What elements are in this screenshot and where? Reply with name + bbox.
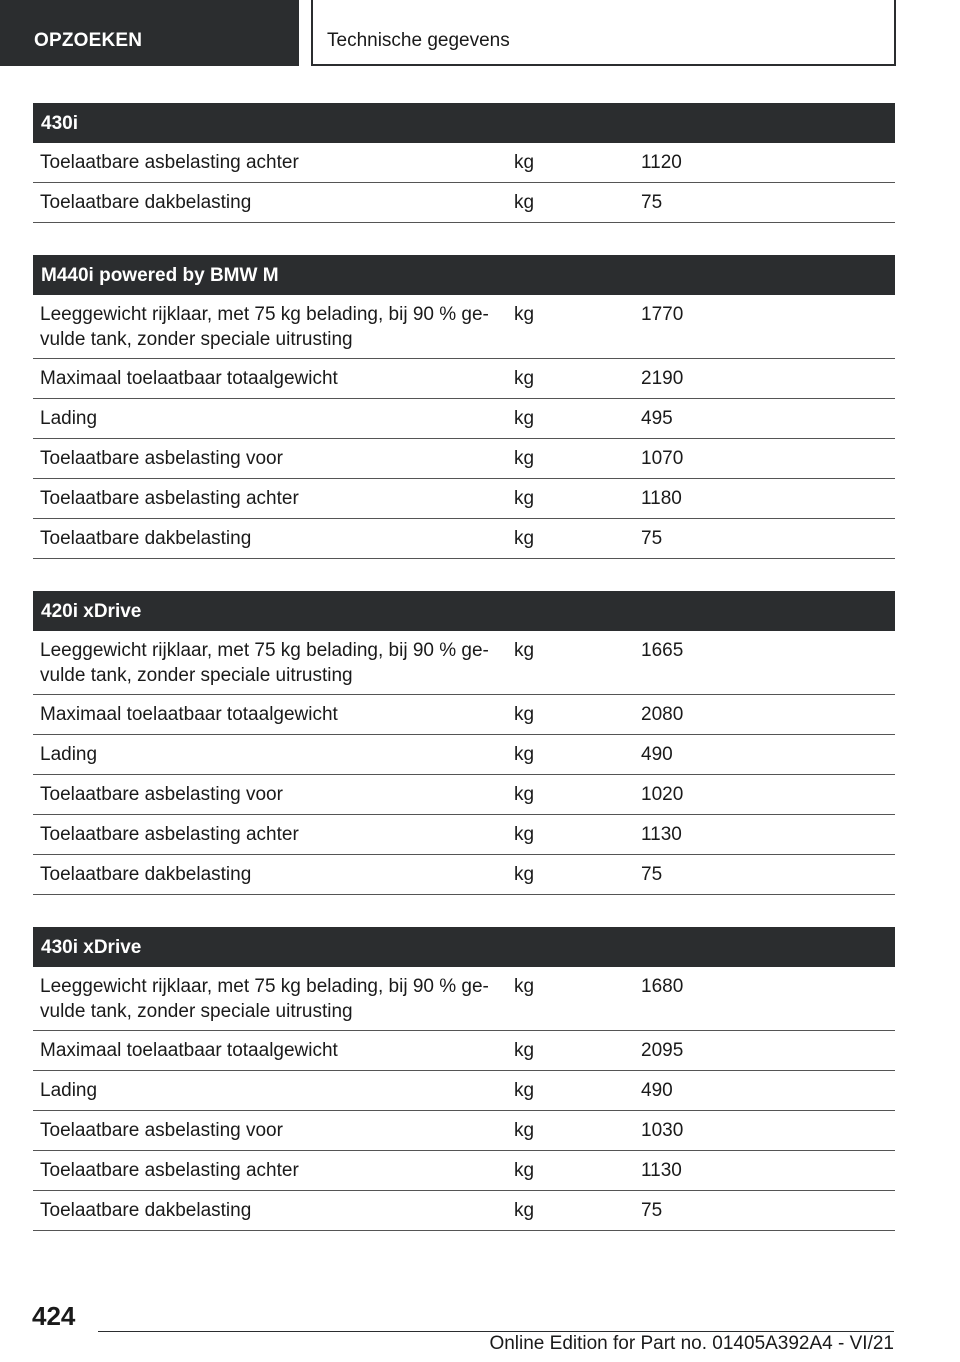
row-unit: kg — [514, 784, 535, 805]
row-label: Toelaatbare dakbelasting — [40, 528, 252, 549]
table-row — [33, 359, 895, 399]
row-unit: kg — [514, 408, 535, 429]
table-row — [33, 735, 895, 775]
row-label-line: vulde tank, zonder speciale uitrusting — [40, 1001, 353, 1022]
table-row — [33, 1031, 895, 1071]
table-row — [33, 143, 895, 183]
row-value: 1680 — [641, 976, 684, 997]
row-value: 1770 — [641, 304, 684, 325]
row-value: 2190 — [641, 368, 684, 389]
row-value: 1180 — [641, 488, 682, 509]
table-row — [33, 1071, 895, 1111]
chapter-title: Technische gegevens — [311, 0, 896, 66]
row-unit: kg — [514, 304, 535, 325]
section-heading: 430i — [33, 103, 895, 143]
row-value: 1130 — [641, 1160, 682, 1181]
table-row — [33, 695, 895, 735]
row-label: Toelaatbare asbelasting voor — [40, 1120, 283, 1141]
spec-section-430i — [33, 103, 895, 223]
row-value: 75 — [641, 528, 663, 549]
row-unit: kg — [514, 1120, 535, 1141]
row-unit: kg — [514, 152, 535, 173]
row-unit: kg — [514, 1200, 535, 1221]
table-row — [33, 1191, 895, 1231]
row-unit: kg — [514, 192, 535, 213]
table-row — [33, 855, 895, 895]
row-unit: kg — [514, 488, 535, 509]
row-label: Toelaatbare asbelasting achter — [40, 824, 299, 845]
row-label: Toelaatbare dakbelasting — [40, 864, 252, 885]
page-header — [0, 0, 960, 66]
edition-note: Online Edition for Part no. 01405A392A4 - VI/21 — [489, 1333, 894, 1354]
row-unit: kg — [514, 824, 535, 845]
table-row — [33, 1111, 895, 1151]
row-label — [33, 638, 513, 688]
table-row — [33, 631, 895, 695]
row-label: Lading — [40, 744, 98, 765]
row-label: Maximaal toelaatbaar totaalgewicht — [40, 704, 338, 725]
table-row — [33, 519, 895, 559]
row-label-line: Leeggewicht rijklaar, met 75 kg belading, bij 90 % ge- — [40, 304, 489, 325]
row-label: Toelaatbare asbelasting achter — [40, 488, 299, 509]
row-value: 2095 — [641, 1040, 684, 1061]
section-heading: M440i powered by BMW M — [33, 255, 895, 295]
row-label: Toelaatbare asbelasting achter — [40, 1160, 299, 1181]
row-unit: kg — [514, 640, 535, 661]
row-value: 1030 — [641, 1120, 684, 1141]
row-value: 75 — [641, 192, 663, 213]
spec-tables — [33, 103, 895, 1263]
table-row — [33, 399, 895, 439]
row-unit: kg — [514, 1160, 535, 1181]
table-row — [33, 183, 895, 223]
table-row — [33, 775, 895, 815]
spec-section-m440i — [33, 255, 895, 559]
row-label: Maximaal toelaatbaar totaalgewicht — [40, 1040, 338, 1061]
row-unit: kg — [514, 976, 535, 997]
table-row — [33, 479, 895, 519]
row-label: Toelaatbare asbelasting voor — [40, 784, 283, 805]
row-label: Lading — [40, 1080, 98, 1101]
page-number: 424 — [32, 1301, 76, 1331]
row-unit: kg — [514, 1040, 535, 1061]
row-value: 2080 — [641, 704, 684, 725]
footer-divider — [98, 1331, 894, 1332]
row-value: 1020 — [641, 784, 684, 805]
row-unit: kg — [514, 744, 535, 765]
row-label-line: vulde tank, zonder speciale uitrusting — [40, 665, 353, 686]
row-unit: kg — [514, 1080, 535, 1101]
row-label-line: vulde tank, zonder speciale uitrusting — [40, 329, 353, 350]
row-value: 1665 — [641, 640, 684, 661]
row-unit: kg — [514, 864, 535, 885]
row-label-line: Leeggewicht rijklaar, met 75 kg belading, bij 90 % ge- — [40, 976, 489, 997]
row-label: Toelaatbare asbelasting voor — [40, 448, 283, 469]
row-value: 490 — [641, 1080, 673, 1101]
row-label — [33, 974, 513, 1024]
spec-section-420i-xdrive — [33, 591, 895, 895]
row-value: 1070 — [641, 448, 684, 469]
row-unit: kg — [514, 368, 535, 389]
row-label: Lading — [40, 408, 98, 429]
row-label: Toelaatbare dakbelasting — [40, 192, 252, 213]
row-value: 75 — [641, 1200, 663, 1221]
row-label: Maximaal toelaatbaar totaalgewicht — [40, 368, 338, 389]
row-value: 1120 — [641, 152, 682, 173]
row-label: Toelaatbare dakbelasting — [40, 1200, 252, 1221]
row-label — [33, 302, 513, 352]
row-unit: kg — [514, 448, 535, 469]
row-value: 75 — [641, 864, 663, 885]
section-heading: 430i xDrive — [33, 927, 895, 967]
table-row — [33, 1151, 895, 1191]
row-unit: kg — [514, 704, 535, 725]
table-row — [33, 815, 895, 855]
row-value: 490 — [641, 744, 673, 765]
spec-section-430i-xdrive — [33, 927, 895, 1231]
section-heading: 420i xDrive — [33, 591, 895, 631]
row-value: 1130 — [641, 824, 682, 845]
section-tab-opzoeken[interactable]: OPZOEKEN — [0, 0, 299, 66]
table-row — [33, 439, 895, 479]
row-unit: kg — [514, 528, 535, 549]
table-row — [33, 295, 895, 359]
row-label-line: Leeggewicht rijklaar, met 75 kg belading, bij 90 % ge- — [40, 640, 489, 661]
table-row — [33, 967, 895, 1031]
row-label: Toelaatbare asbelasting achter — [40, 152, 299, 173]
row-value: 495 — [641, 408, 673, 429]
